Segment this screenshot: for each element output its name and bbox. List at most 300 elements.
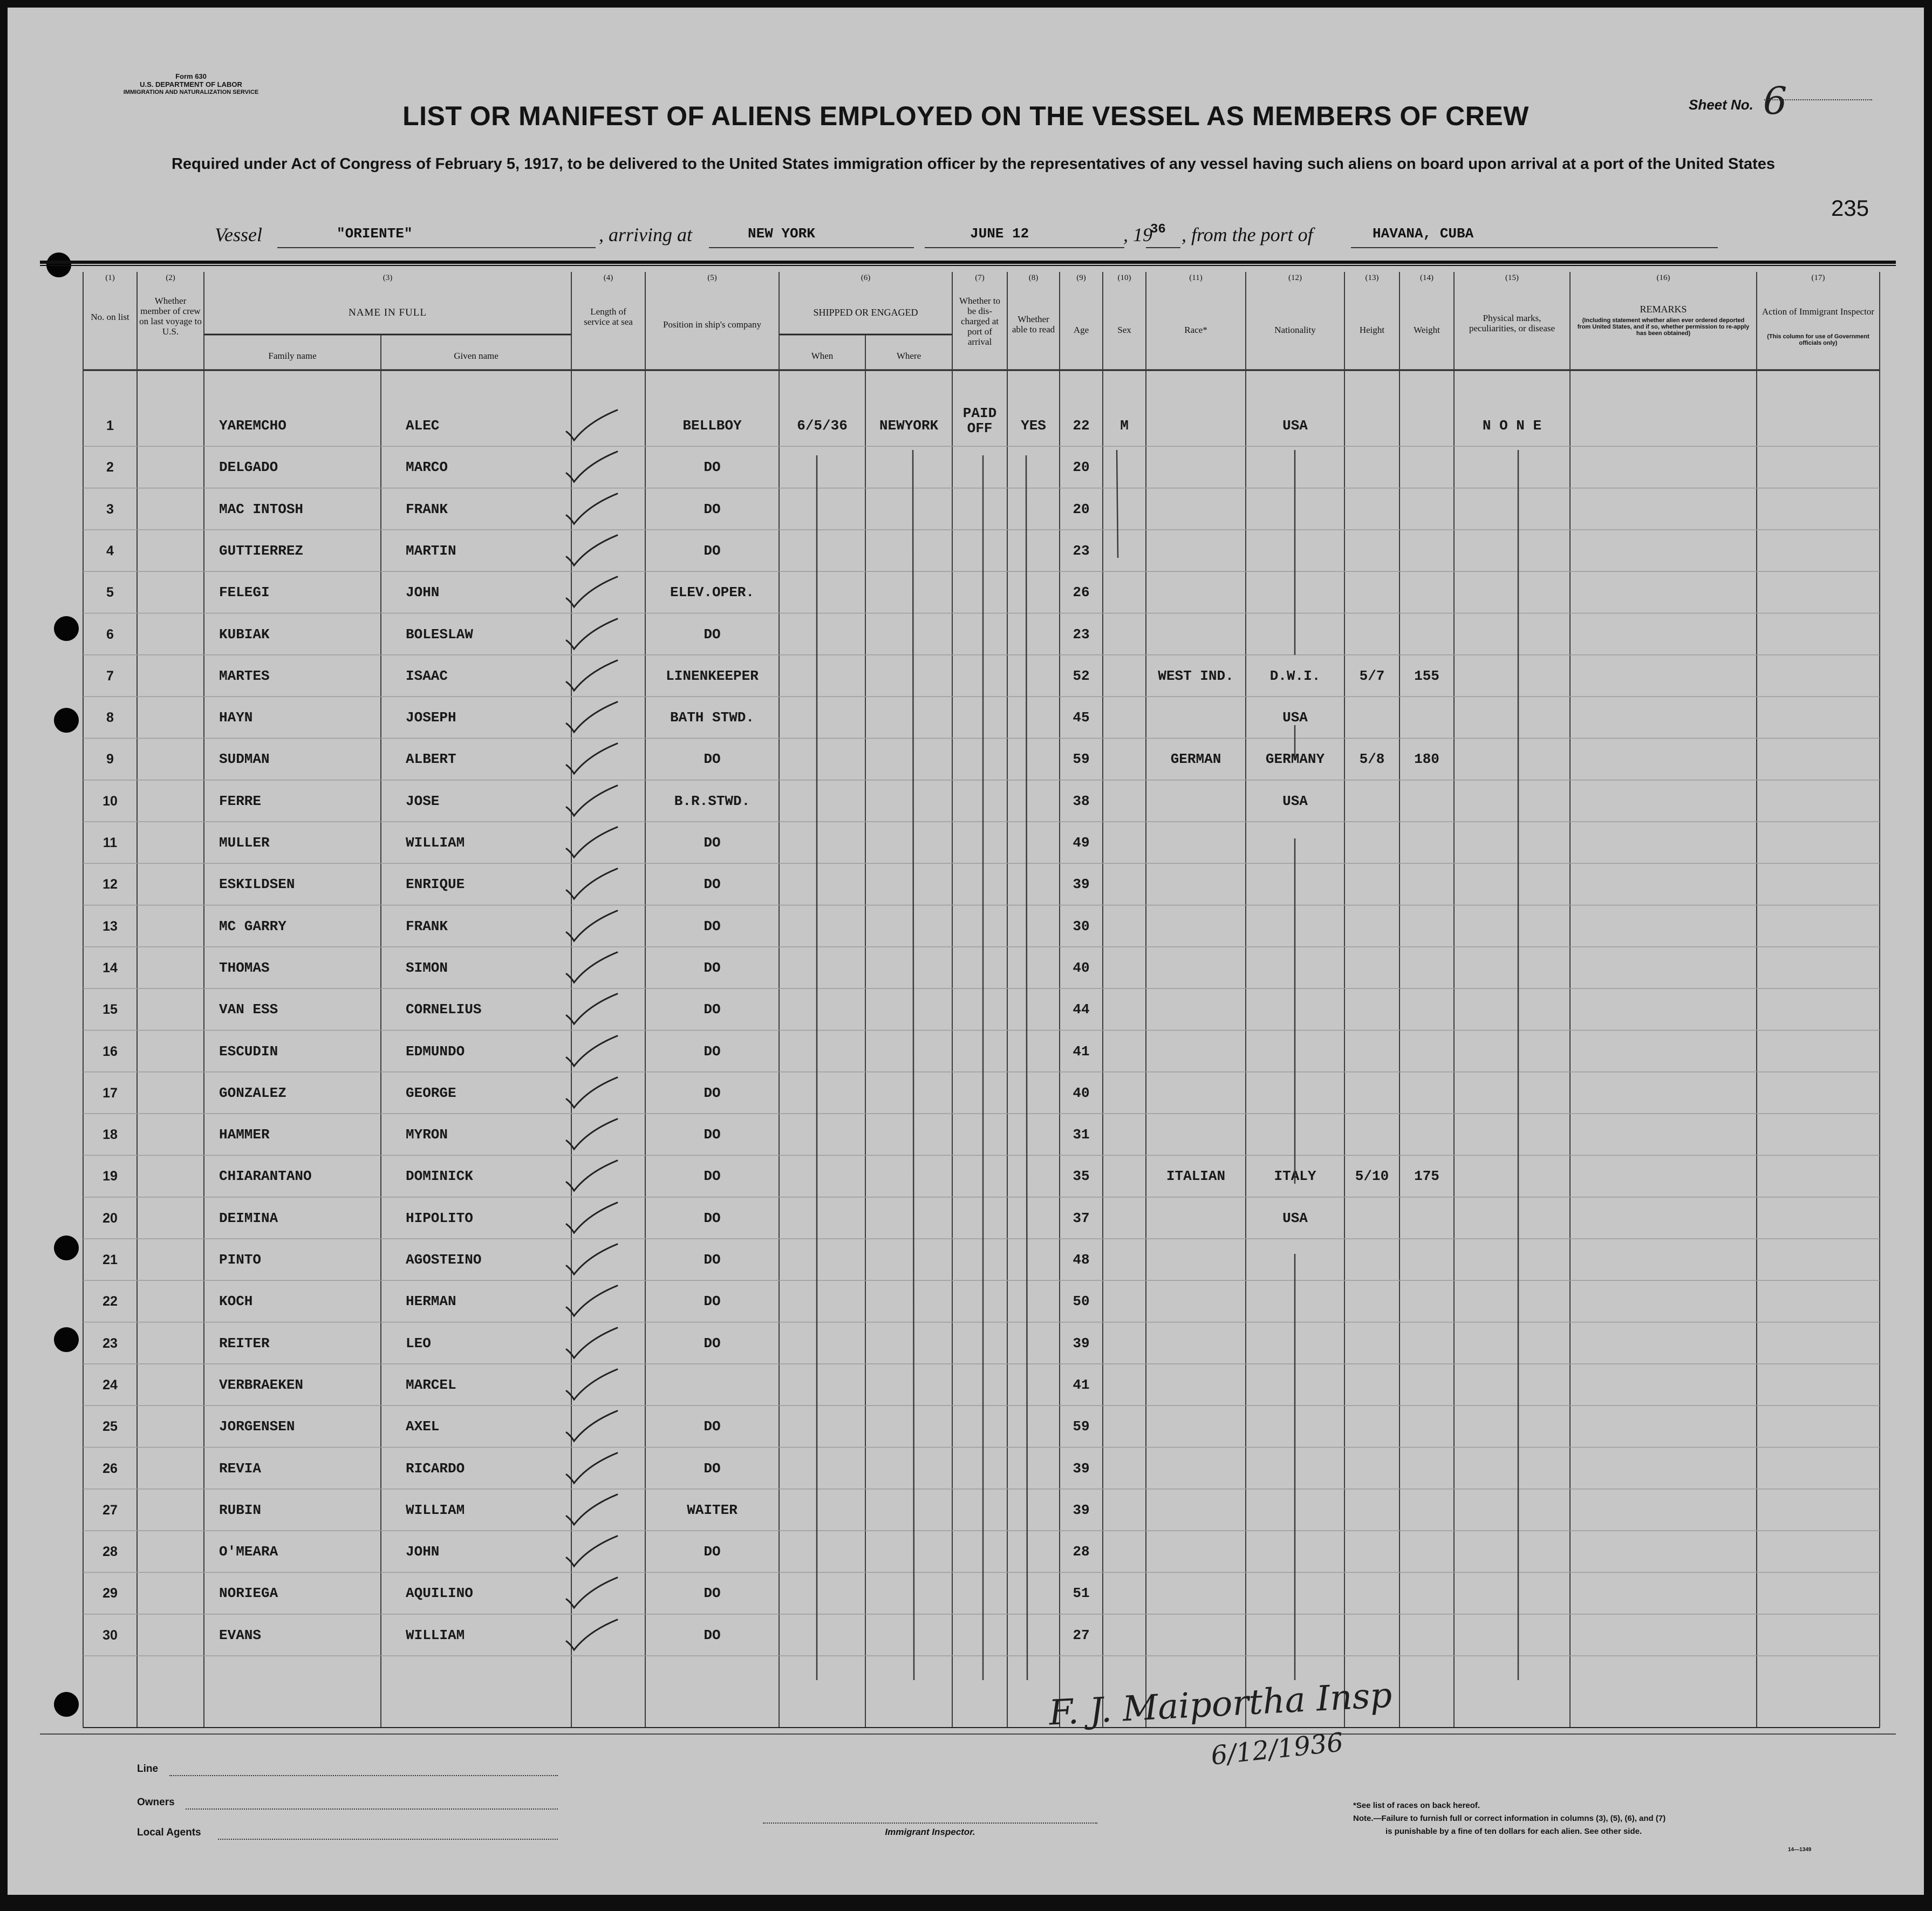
weight bbox=[1399, 1114, 1454, 1156]
age: 39 bbox=[1073, 1502, 1090, 1518]
sex bbox=[1103, 780, 1146, 822]
physical-marks bbox=[1454, 655, 1570, 697]
race bbox=[1146, 1572, 1246, 1614]
row-number: 20 bbox=[103, 1210, 118, 1226]
race bbox=[1146, 905, 1246, 947]
given-name: EDMUNDO bbox=[406, 1043, 465, 1060]
sex bbox=[1103, 1572, 1146, 1614]
able-to-read bbox=[1007, 1572, 1060, 1614]
print-code: 14—1349 bbox=[1788, 1847, 1812, 1853]
physical-marks bbox=[1454, 822, 1570, 864]
physical-marks bbox=[1454, 1030, 1570, 1073]
column-number: (15) bbox=[1505, 274, 1519, 282]
discharged-at-arrival bbox=[952, 863, 1007, 905]
family-name: MARTES bbox=[219, 667, 270, 684]
sex bbox=[1103, 1030, 1146, 1073]
row-number: 27 bbox=[103, 1502, 118, 1518]
table-row bbox=[8, 1155, 1924, 1197]
table-row bbox=[8, 905, 1924, 947]
family-name: PINTO bbox=[219, 1252, 262, 1268]
column-header: Whether to be dis-charged at port of arrival bbox=[959, 296, 1000, 347]
family-name: FELEGI bbox=[219, 584, 270, 601]
age: 45 bbox=[1073, 709, 1090, 726]
column-header: Race* bbox=[1184, 325, 1207, 335]
column-header: Whether member of crew on last voyage to U.S. bbox=[139, 296, 202, 337]
able-to-read bbox=[1007, 947, 1060, 989]
shipped-when bbox=[779, 488, 865, 530]
sex bbox=[1103, 1239, 1146, 1281]
nationality bbox=[1246, 530, 1344, 572]
given-name: WILLIAM bbox=[406, 1502, 465, 1518]
weight: 155 bbox=[1414, 667, 1439, 684]
row-number: 17 bbox=[103, 1085, 118, 1101]
shipped-when bbox=[779, 1072, 865, 1114]
height bbox=[1344, 1197, 1399, 1239]
weight bbox=[1399, 988, 1454, 1030]
row-number: 12 bbox=[103, 877, 118, 892]
shipped-where bbox=[865, 571, 952, 613]
able-to-read bbox=[1007, 1072, 1060, 1114]
able-to-read bbox=[1007, 697, 1060, 739]
table-row bbox=[8, 613, 1924, 656]
race bbox=[1146, 1614, 1246, 1656]
weight bbox=[1399, 1364, 1454, 1406]
height bbox=[1344, 988, 1399, 1030]
weight bbox=[1399, 488, 1454, 530]
weight bbox=[1399, 1405, 1454, 1448]
nationality: USA bbox=[1282, 709, 1308, 726]
column-header: No. on list bbox=[91, 312, 129, 322]
nationality bbox=[1246, 571, 1344, 613]
given-name: JOSEPH bbox=[406, 709, 456, 726]
sex bbox=[1103, 822, 1146, 864]
nationality bbox=[1246, 488, 1344, 530]
nationality bbox=[1246, 1364, 1344, 1406]
row-number: 30 bbox=[103, 1627, 118, 1643]
shipped-where bbox=[865, 1197, 952, 1239]
table-row bbox=[8, 1280, 1924, 1322]
family-name: GUTTIERREZ bbox=[219, 542, 304, 559]
discharged-at-arrival bbox=[952, 947, 1007, 989]
table-row bbox=[8, 947, 1924, 989]
given-name: WILLIAM bbox=[406, 1627, 465, 1643]
given-name: ALBERT bbox=[406, 751, 456, 768]
sex bbox=[1103, 613, 1146, 656]
shipped-where bbox=[865, 655, 952, 697]
row-number: 5 bbox=[106, 585, 114, 600]
vessel-name: "ORIENTE" bbox=[337, 226, 413, 242]
family-name: HAYN bbox=[219, 709, 253, 726]
shipped-when bbox=[779, 1531, 865, 1573]
discharged-at-arrival bbox=[952, 613, 1007, 656]
position: DO bbox=[704, 1168, 721, 1185]
able-to-read bbox=[1007, 446, 1060, 488]
family-name: JORGENSEN bbox=[219, 1418, 295, 1435]
weight bbox=[1399, 1072, 1454, 1114]
age: 38 bbox=[1073, 793, 1090, 809]
race bbox=[1146, 405, 1246, 447]
family-name: NORIEGA bbox=[219, 1585, 278, 1602]
check-mark-icon bbox=[557, 574, 627, 611]
given-name: HIPOLITO bbox=[406, 1210, 473, 1226]
nationality bbox=[1246, 1448, 1344, 1490]
shipped-when bbox=[779, 655, 865, 697]
row-number: 28 bbox=[103, 1544, 118, 1560]
position: WAITER bbox=[687, 1502, 738, 1518]
sex bbox=[1103, 947, 1146, 989]
race bbox=[1146, 488, 1246, 530]
form-service: IMMIGRATION AND NATURALIZATION SERVICE bbox=[123, 89, 259, 95]
check-mark-icon bbox=[557, 1616, 627, 1654]
age: 49 bbox=[1073, 835, 1090, 851]
physical-marks bbox=[1454, 1448, 1570, 1490]
race bbox=[1146, 1197, 1246, 1239]
arriving-port: NEW YORK bbox=[748, 226, 815, 242]
table-row bbox=[8, 1531, 1924, 1573]
race bbox=[1146, 1114, 1246, 1156]
race bbox=[1146, 863, 1246, 905]
given-name: ENRIQUE bbox=[406, 876, 465, 893]
height bbox=[1344, 863, 1399, 905]
sex bbox=[1103, 1072, 1146, 1114]
local-agents-label: Local Agents bbox=[137, 1827, 201, 1838]
nationality bbox=[1246, 988, 1344, 1030]
column-number: (5) bbox=[707, 274, 717, 282]
weight: 175 bbox=[1414, 1168, 1439, 1185]
discharged-at-arrival bbox=[952, 780, 1007, 822]
column-number: (1) bbox=[105, 274, 115, 282]
shipped-when bbox=[779, 530, 865, 572]
shipped-when bbox=[779, 1405, 865, 1448]
race bbox=[1146, 1072, 1246, 1114]
column-number: (16) bbox=[1656, 274, 1670, 282]
able-to-read: YES bbox=[1021, 418, 1046, 434]
table-row bbox=[8, 530, 1924, 572]
discharged-at-arrival bbox=[952, 738, 1007, 780]
signature-date: 6/12/1936 bbox=[1209, 1727, 1345, 1771]
height bbox=[1344, 1572, 1399, 1614]
position: DO bbox=[704, 876, 721, 893]
column-header: Whether able to read bbox=[1012, 314, 1055, 335]
table-row bbox=[8, 1489, 1924, 1531]
physical-marks bbox=[1454, 1280, 1570, 1322]
departure-port: HAVANA, CUBA bbox=[1373, 226, 1474, 242]
able-to-read bbox=[1007, 1239, 1060, 1281]
physical-marks bbox=[1454, 988, 1570, 1030]
row-number: 3 bbox=[106, 501, 114, 517]
sex bbox=[1103, 1322, 1146, 1364]
physical-marks bbox=[1454, 738, 1570, 780]
position: DO bbox=[704, 1084, 721, 1101]
height bbox=[1344, 1531, 1399, 1573]
given-name: AQUILINO bbox=[406, 1585, 473, 1602]
able-to-read bbox=[1007, 1364, 1060, 1406]
weight bbox=[1399, 697, 1454, 739]
age: 37 bbox=[1073, 1210, 1090, 1226]
race bbox=[1146, 1239, 1246, 1281]
physical-marks bbox=[1454, 1405, 1570, 1448]
physical-marks bbox=[1454, 697, 1570, 739]
family-name: FERRE bbox=[219, 793, 262, 809]
age: 23 bbox=[1073, 626, 1090, 643]
given-name: MYRON bbox=[406, 1127, 448, 1143]
position: DO bbox=[704, 1210, 721, 1226]
age: 20 bbox=[1073, 459, 1090, 476]
check-mark-icon bbox=[557, 1033, 627, 1070]
column-header: Height bbox=[1359, 325, 1385, 335]
row-number: 15 bbox=[103, 1002, 118, 1018]
sex bbox=[1103, 988, 1146, 1030]
family-name: ESKILDSEN bbox=[219, 876, 295, 893]
nationality bbox=[1246, 863, 1344, 905]
weight bbox=[1399, 1280, 1454, 1322]
weight bbox=[1399, 863, 1454, 905]
able-to-read bbox=[1007, 571, 1060, 613]
table-row bbox=[8, 405, 1924, 447]
shipped-where bbox=[865, 1322, 952, 1364]
discharged-at-arrival bbox=[952, 1614, 1007, 1656]
given-name: ALEC bbox=[406, 418, 440, 434]
family-name: MAC INTOSH bbox=[219, 501, 304, 517]
given-name: RICARDO bbox=[406, 1460, 465, 1477]
given-name: DOMINICK bbox=[406, 1168, 473, 1185]
sex bbox=[1103, 1280, 1146, 1322]
discharged-at-arrival bbox=[952, 988, 1007, 1030]
sex bbox=[1103, 1614, 1146, 1656]
check-mark-icon bbox=[557, 1533, 627, 1571]
sex bbox=[1103, 1114, 1146, 1156]
nationality bbox=[1246, 1405, 1344, 1448]
check-mark-icon bbox=[557, 407, 627, 445]
weight bbox=[1399, 1239, 1454, 1281]
height bbox=[1344, 905, 1399, 947]
sex bbox=[1103, 1197, 1146, 1239]
position: DO bbox=[704, 1293, 721, 1310]
race bbox=[1146, 697, 1246, 739]
check-mark-icon bbox=[557, 1574, 627, 1612]
discharged-at-arrival: PAID OFF bbox=[962, 405, 997, 436]
form-department: U.S. DEPARTMENT OF LABOR bbox=[140, 80, 242, 88]
nationality bbox=[1246, 1114, 1344, 1156]
physical-marks bbox=[1454, 1155, 1570, 1197]
sex: M bbox=[1120, 418, 1129, 434]
height bbox=[1344, 405, 1399, 447]
discharged-at-arrival bbox=[952, 1405, 1007, 1448]
sex bbox=[1103, 1155, 1146, 1197]
manifest-sheet bbox=[8, 8, 1924, 1895]
row-number: 22 bbox=[103, 1294, 118, 1309]
age: 35 bbox=[1073, 1168, 1090, 1185]
position: DO bbox=[704, 751, 721, 768]
able-to-read bbox=[1007, 863, 1060, 905]
shipped-when bbox=[779, 613, 865, 656]
height bbox=[1344, 780, 1399, 822]
table-row bbox=[8, 1405, 1924, 1448]
weight bbox=[1399, 822, 1454, 864]
weight: 180 bbox=[1414, 751, 1439, 768]
race bbox=[1146, 780, 1246, 822]
sex bbox=[1103, 1489, 1146, 1531]
race bbox=[1146, 530, 1246, 572]
sex bbox=[1103, 1405, 1146, 1448]
height bbox=[1344, 1405, 1399, 1448]
column-header-note: (This column for use of Government officials only) bbox=[1767, 333, 1869, 346]
able-to-read bbox=[1007, 1614, 1060, 1656]
check-mark-icon bbox=[557, 782, 627, 820]
age: 27 bbox=[1073, 1627, 1090, 1643]
nationality bbox=[1246, 1072, 1344, 1114]
height bbox=[1344, 446, 1399, 488]
able-to-read bbox=[1007, 530, 1060, 572]
sex bbox=[1103, 738, 1146, 780]
table-row bbox=[8, 1072, 1924, 1114]
table-row bbox=[8, 446, 1924, 488]
position: DO bbox=[704, 1627, 721, 1643]
race bbox=[1146, 613, 1246, 656]
row-number: 7 bbox=[106, 668, 114, 684]
able-to-read bbox=[1007, 780, 1060, 822]
sex bbox=[1103, 697, 1146, 739]
row-number: 13 bbox=[103, 918, 118, 934]
given-name: ISAAC bbox=[406, 667, 448, 684]
physical-marks bbox=[1454, 1072, 1570, 1114]
able-to-read bbox=[1007, 655, 1060, 697]
column-header: Weight bbox=[1414, 325, 1440, 335]
column-header: Nationality bbox=[1274, 325, 1316, 335]
able-to-read bbox=[1007, 822, 1060, 864]
column-header: NAME IN FULL bbox=[349, 307, 427, 318]
position: DO bbox=[704, 835, 721, 851]
column-number: (13) bbox=[1365, 274, 1379, 282]
given-name: HERMAN bbox=[406, 1293, 456, 1310]
nationality: USA bbox=[1282, 418, 1308, 434]
column-number: (11) bbox=[1189, 274, 1203, 282]
age: 40 bbox=[1073, 1084, 1090, 1101]
sex bbox=[1103, 530, 1146, 572]
age: 28 bbox=[1073, 1544, 1090, 1560]
age: 39 bbox=[1073, 876, 1090, 893]
age: 41 bbox=[1073, 1043, 1090, 1060]
nationality: D.W.I. bbox=[1269, 667, 1321, 684]
shipped-when bbox=[779, 947, 865, 989]
age: 39 bbox=[1073, 1460, 1090, 1477]
height: 5/8 bbox=[1359, 751, 1385, 768]
height bbox=[1344, 1322, 1399, 1364]
shipped-where bbox=[865, 1405, 952, 1448]
race bbox=[1146, 1280, 1246, 1322]
discharged-at-arrival bbox=[952, 1072, 1007, 1114]
weight bbox=[1399, 530, 1454, 572]
nationality bbox=[1246, 905, 1344, 947]
arrival-year: 36 bbox=[1150, 222, 1166, 237]
height: 5/10 bbox=[1355, 1168, 1389, 1185]
position: DO bbox=[704, 1043, 721, 1060]
discharged-at-arrival bbox=[952, 1197, 1007, 1239]
family-name: HAMMER bbox=[219, 1127, 270, 1143]
given-name: AXEL bbox=[406, 1418, 440, 1435]
race: GERMAN bbox=[1170, 751, 1221, 768]
sheet-label: Sheet No. bbox=[1689, 97, 1753, 113]
shipped-when bbox=[779, 1030, 865, 1073]
given-name: MARCEL bbox=[406, 1376, 456, 1393]
sheet-number: 6 bbox=[1763, 79, 1787, 123]
position: DO bbox=[704, 1252, 721, 1268]
family-name: ESCUDIN bbox=[219, 1043, 278, 1060]
row-number: 1 bbox=[106, 418, 114, 433]
race bbox=[1146, 988, 1246, 1030]
weight bbox=[1399, 1531, 1454, 1573]
row-number: 2 bbox=[106, 460, 114, 475]
form-number: Form 630 bbox=[175, 72, 207, 80]
subtitle: Required under Act of Congress of February 5, 1917, to be delivered to the United States immigration officer by the representatives of any vessel having such aliens on board upon arrival at a port of the United States bbox=[171, 155, 1776, 173]
physical-marks bbox=[1454, 530, 1570, 572]
position: DO bbox=[704, 1544, 721, 1560]
position: LINENKEEPER bbox=[666, 667, 759, 684]
shipped-when bbox=[779, 1489, 865, 1531]
check-mark-icon bbox=[557, 1241, 627, 1279]
weight bbox=[1399, 947, 1454, 989]
family-name: REVIA bbox=[219, 1460, 262, 1477]
weight bbox=[1399, 780, 1454, 822]
check-mark-icon bbox=[557, 1491, 627, 1529]
family-name: VAN ESS bbox=[219, 1001, 278, 1018]
nationality bbox=[1246, 1572, 1344, 1614]
age: 51 bbox=[1073, 1585, 1090, 1602]
sex bbox=[1103, 1531, 1146, 1573]
physical-marks bbox=[1454, 1614, 1570, 1656]
nationality: ITALY bbox=[1274, 1168, 1316, 1185]
table-row bbox=[8, 1448, 1924, 1490]
shipped-where bbox=[865, 1364, 952, 1406]
discharged-at-arrival bbox=[952, 1239, 1007, 1281]
table-row bbox=[8, 1239, 1924, 1281]
position: DO bbox=[704, 1127, 721, 1143]
height bbox=[1344, 530, 1399, 572]
race bbox=[1146, 571, 1246, 613]
shipped-where bbox=[865, 1072, 952, 1114]
able-to-read bbox=[1007, 1405, 1060, 1448]
column-subheader: Given name bbox=[454, 351, 499, 361]
table-row bbox=[8, 1030, 1924, 1073]
table-row bbox=[8, 738, 1924, 780]
race bbox=[1146, 1405, 1246, 1448]
family-name: RUBIN bbox=[219, 1502, 262, 1518]
nationality: USA bbox=[1282, 793, 1308, 809]
nationality: GERMANY bbox=[1265, 751, 1325, 768]
shipped-when bbox=[779, 1614, 865, 1656]
discharged-at-arrival bbox=[952, 488, 1007, 530]
column-header: Action of Immigrant Inspector bbox=[1762, 306, 1875, 317]
immigrant-inspector-label: Immigrant Inspector. bbox=[885, 1827, 975, 1837]
nationality bbox=[1246, 446, 1344, 488]
shipped-when bbox=[779, 738, 865, 780]
position: DO bbox=[704, 1335, 721, 1352]
physical-marks bbox=[1454, 488, 1570, 530]
column-number: (17) bbox=[1811, 274, 1825, 282]
physical-marks bbox=[1454, 571, 1570, 613]
family-name: O'MEARA bbox=[219, 1544, 278, 1560]
shipped-when bbox=[779, 1364, 865, 1406]
nationality bbox=[1246, 613, 1344, 656]
family-name: EVANS bbox=[219, 1627, 262, 1643]
table-row bbox=[8, 1197, 1924, 1239]
discharged-at-arrival bbox=[952, 1155, 1007, 1197]
penalty-note-line1: Note.—Failure to furnish full or correct information in columns (3), (5), (6), and (7) bbox=[1353, 1814, 1666, 1823]
row-number: 29 bbox=[103, 1586, 118, 1601]
discharged-at-arrival bbox=[952, 1280, 1007, 1322]
weight bbox=[1399, 613, 1454, 656]
sex bbox=[1103, 863, 1146, 905]
